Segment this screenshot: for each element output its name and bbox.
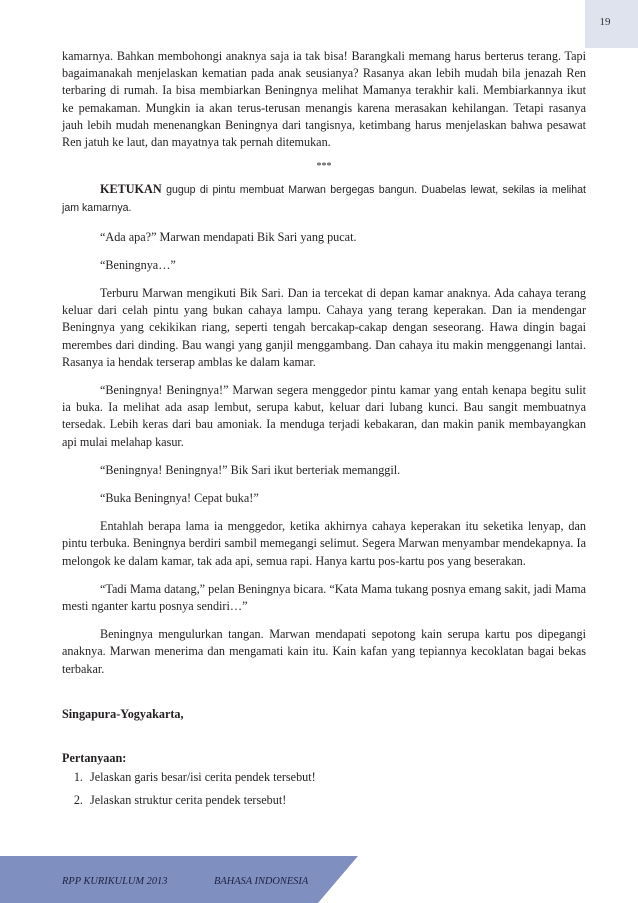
paragraph-ketukan-text: gugup di pintu membuat Marwan bergegas bangun. Duabelas lewat, sekilas ia melihat jam kamarnya. [62, 184, 587, 215]
footer-subject-label: BAHASA INDONESIA [214, 876, 309, 887]
opening-word: KETUKAN [100, 182, 162, 197]
paragraph-terburu: Terburu Marwan mengikuti Bik Sari. Dan ia tercekat di depan kamar anaknya. Ada cahaya terang keluar dari celah pintu yang bukan cahaya lampu. Cahaya yang terang keperakan. Dan ia mendengar Beningnya yang cekikikan riang, seperti tengah bercakap-cakap dengan seseorang. Hawa dingin bagai merembes dari dinding. Bau wangi yang ganjil menggambang. Dan cahaya itu makin menggenangi lantai. Rasanya ia hendak terserap amblas ke dalam kamar. [62, 286, 586, 369]
page-body [62, 48, 586, 815]
paragraph-bik-sari: “Beningnya! Beningnya!” Bik Sari ikut berteriak memanggil. [100, 462, 401, 477]
question-item: 1. Jelaskan garis besar/isi cerita pendek tersebut! [86, 769, 586, 786]
location-line: Singapura-Yogyakarta, [62, 706, 184, 721]
questions-list [62, 769, 586, 809]
paragraph-menggedor: “Beningnya! Beningnya!” Marwan segera menggedor pintu kamar yang entah kenapa begitu sulit ia buka. Ia melihat ada asap lembut, serupa kabut, keluar dari lubang kunci. Bau sangit membuatnya tersedak. Lebih keras dari bau amoniak. Ia menduga terjadi kebakaran, dan makin panik membayangkan api mulai melahap kasur. [62, 383, 586, 449]
paragraph-entahlah: Entahlah berapa lama ia menggedor, ketika akhirnya cahaya keperakan itu seketika lenyap, dan pintu terbuka. Beningnya berdiri sambil memegangi selimut. Segera Marwan menyambar mendekapnya. Ia melongok ke dalam kamar, tak ada api, semua rapi. Hanya kartu pos-kartu pos yang beserakan. [62, 519, 586, 568]
paragraph-tadi-mama: “Tadi Mama datang,” pelan Beningnya bicara. “Kata Mama tukang posnya emang sakit, jadi Mama mesti nganter kartu posnya sendiri…” [62, 581, 586, 614]
page-number: 19 [599, 16, 611, 28]
paragraph-ketukan [62, 181, 586, 217]
section-separator: *** [316, 161, 332, 173]
footer-curriculum-label: RPP KURIKULUM 2013 [62, 876, 168, 887]
paragraph-1: kamarnya. Bahkan membohongi anaknya saja ia tak bisa! Barangkali memang harus berterus terang. Tapi bagaimanakah menjelaskan kematian pada anak seusianya? Rasanya akan lebih mudah bila jenazah Ren terbaring di rumah. Ia bisa membiarkan Beningnya melihat Mamanya terakhir kali. Membiarkannya ikut ke pemakaman. Mungkin ia akan terus-terusan menangis karena merasakan kehilangan. Tetapi rasanya jauh lebih mudah menenangkan Beningnya dari tangisnya, ketimbang harus menjelaskan bahwa pesawat Ren jatuh ke laut, dan mayatnya tak pernah ditemukan. [62, 49, 586, 150]
paragraph-ada-apa: “Ada apa?” Marwan mendapati Bik Sari yang pucat. [100, 229, 357, 244]
question-item: 2. Jelaskan struktur cerita pendek tersebut! [86, 792, 586, 809]
questions-heading: Pertanyaan: [62, 750, 127, 765]
paragraph-buka: “Buka Beningnya! Cepat buka!” [100, 491, 259, 506]
paragraph-beningnya: “Beningnya…” [100, 257, 176, 272]
paragraph-kain-kafan: Beningnya mengulurkan tangan. Marwan mendapati sepotong kain serupa kartu pos dipegangi anaknya. Marwan menerima dan mengamati kain itu. Kain kafan yang tepiannya kecoklatan bagai bekas terbakar. [62, 627, 586, 676]
page-number-tab [585, 0, 638, 48]
